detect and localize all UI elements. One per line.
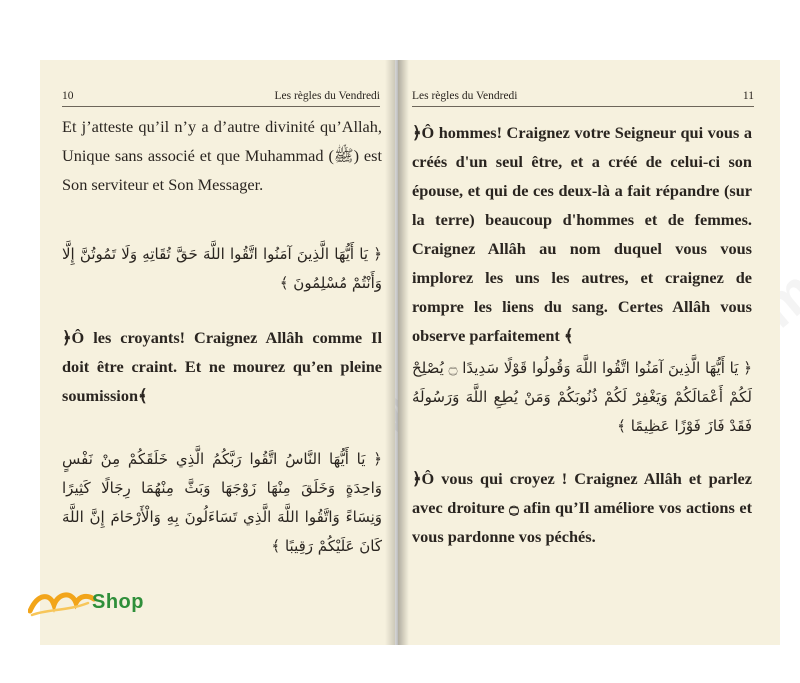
left-page: [40, 60, 395, 645]
right-page-number: 11: [742, 90, 754, 102]
shop-logo: [28, 583, 158, 625]
right-page: [398, 60, 780, 645]
left-paragraph-attestation: Et j’atteste qu’il n’y a d’autre divinité qu’Allah, Unique sans associé et que Muhammad (ﷺ) est Son serviteur et Son Messager.: [62, 117, 383, 194]
left-arabic-verse-1: ﴿ يَا أَيُّهَا الَّذِينَ آمَنُوا اتَّقُوا اللَّهَ حَقَّ تُقَاتِهِ وَلَا تَمُوتُنَّ إِلَّا وَأَنْتُمْ مُسْلِمُونَ ﴾: [62, 245, 382, 292]
book-gutter-shadow: [385, 60, 409, 645]
right-quote-croyez: ﴿Ô vous qui croyez ! Craignez Allâh et parlez avec droiture ۝ afin qu’Il améliore vos actions et vous pardonne vos péchés.: [412, 469, 752, 546]
left-running-title: Les règles du Vendredi: [274, 90, 380, 102]
swoosh-logo-icon: [28, 589, 98, 619]
right-running-title: Les règles du Vendredi: [412, 90, 518, 102]
left-arabic-verse-2: ﴿ يَا أَيُّهَا النَّاسُ اتَّقُوا رَبَّكُمُ الَّذِي خَلَقَكُمْ مِنْ نَفْسٍ وَاحِدَةٍ وَخَلَقَ مِنْهَا زَوْجَهَا وَبَثَّ مِنْهُمَا رِجَالًا كَثِيرًا وَنِسَاءً وَاتَّقُوا اللَّهَ الَّذِي تَسَاءَلُونَ بِهِ وَالْأَرْحَامَ إِنَّ اللَّهَ كَانَ عَلَيْكُمْ رَقِيبًا ﴾: [62, 450, 382, 555]
shop-logo-word: Shop: [92, 591, 144, 613]
left-page-number: 10: [62, 90, 74, 102]
right-running-header: [412, 90, 754, 107]
book-spread: [40, 60, 780, 645]
right-quote-hommes: ﴿Ô hommes! Craignez votre Seigneur qui vous a créés d'un seul être, et a créé de celui-ci son épouse, et qui de ces deux-là a fait répandre (sur la terre) beaucoup d'hommes et de femmes. Craignez Allâh au nom duquel vous vous implorez les uns les autres, et craignez de rompre les liens du sang. Certes Allâh vous observe parfaitement ﴾: [412, 123, 752, 345]
left-running-header: [62, 90, 380, 107]
right-arabic-verse-3: ﴿ يَا أَيُّهَا الَّذِينَ آمَنُوا اتَّقُوا اللَّهَ وَقُولُوا قَوْلًا سَدِيدًا ۝ يُصْلِحْ لَكُمْ أَعْمَالَكُمْ وَيَغْفِرْ لَكُمْ ذُنُوبَكُمْ وَمَنْ يُطِعِ اللَّهَ وَرَسُولَهُ فَقَدْ فَازَ فَوْزًا عَظِيمًا ﴾: [412, 359, 753, 435]
left-quote-croyants: ﴿Ô les croyants! Craignez Allâh comme Il doit être craint. Et ne mourez qu’en pleine soumission﴾: [62, 328, 382, 405]
